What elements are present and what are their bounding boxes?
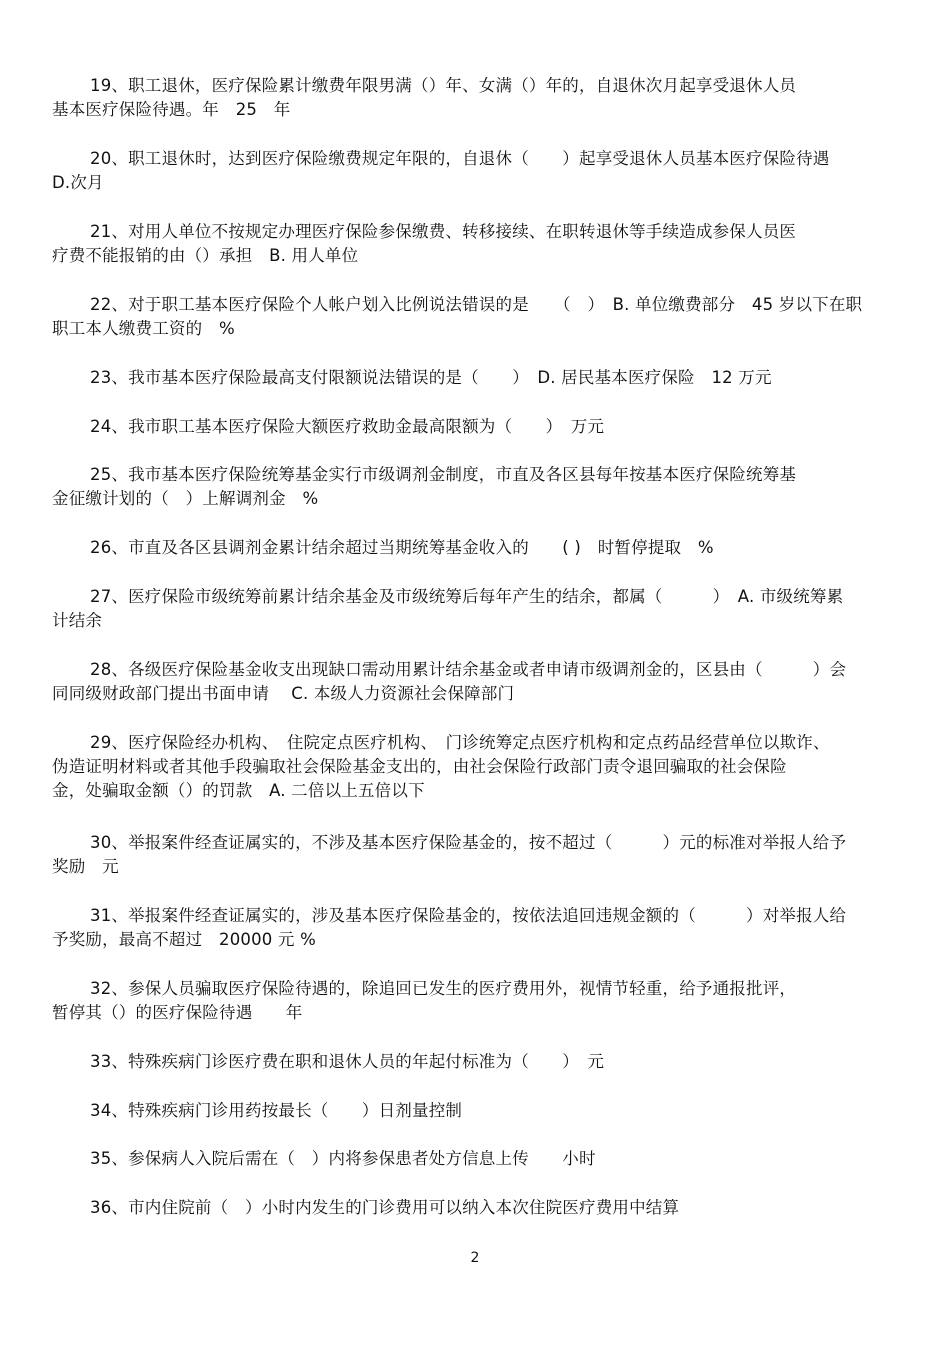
- question-item: [52, 977, 902, 1025]
- question-line: 33、特殊疾病门诊医疗费在职和退休人员的年起付标准为（ ） 元: [90, 1052, 605, 1071]
- question-item: [52, 1099, 902, 1123]
- question-item: [52, 658, 902, 706]
- question-item: [52, 147, 902, 195]
- question-line: 职工本人缴费工资的 %: [52, 319, 235, 338]
- question-line: 奖励 元: [52, 857, 119, 876]
- question-line: 22、对于职工基本医疗保险个人帐户划入比例说法错误的是 （ ） B. 单位缴费部分 45 岁以下在职: [90, 295, 863, 314]
- question-line: D.次月: [52, 173, 104, 192]
- question-line: 计结余: [52, 611, 103, 630]
- question-item: [52, 904, 902, 952]
- question-line: 35、参保病人入院后需在（ ）内将参保患者处方信息上传 小时: [90, 1149, 596, 1168]
- question-item: [52, 731, 902, 803]
- question-item: [52, 463, 902, 511]
- question-item: [52, 293, 902, 341]
- question-line: 29、医疗保险经办机构、 住院定点医疗机构、 门诊统筹定点医疗机构和定点药品经营单位以欺诈、: [90, 733, 830, 752]
- question-item: [52, 831, 902, 879]
- question-line: 20、职工退休时，达到医疗保险缴费规定年限的，自退休（ ）起享受退休人员基本医疗保险待遇: [90, 149, 830, 168]
- question-line: 26、市直及各区县调剂金累计结余超过当期统筹基金收入的 ( ) 时暂停提取 %: [90, 538, 714, 557]
- question-line: 疗费不能报销的由（）承担 B. 用人单位: [52, 246, 359, 265]
- question-line: 28、各级医疗保险基金收支出现缺口需动用累计结余基金或者申请市级调剂金的，区县由（ ）会: [90, 660, 847, 679]
- question-line: 19、职工退休，医疗保险累计缴费年限男满（）年、女满（）年的，自退休次月起享受退休人员: [90, 76, 797, 95]
- question-line: 25、我市基本医疗保险统筹基金实行市级调剂金制度，市直及各区县每年按基本医疗保险统筹基: [90, 465, 797, 484]
- question-line: 金，处骗取金额（）的罚款 A. 二倍以上五倍以下: [52, 781, 425, 800]
- question-item: [52, 74, 902, 122]
- question-line: 36、市内住院前（ ）小时内发生的门诊费用可以纳入本次住院医疗费用中结算: [90, 1198, 680, 1217]
- question-item: [52, 1050, 902, 1074]
- question-item: [52, 415, 902, 439]
- question-line: 30、举报案件经查证属实的，不涉及基本医疗保险基金的，按不超过（ ）元的标准对举报人给予: [90, 833, 847, 852]
- question-line: 24、我市职工基本医疗保险大额医疗救助金最高限额为（ ） 万元: [90, 417, 605, 436]
- question-item: [52, 536, 902, 560]
- question-line: 同同级财政部门提出书面申请 C. 本级人力资源社会保障部门: [52, 684, 515, 703]
- question-line: 31、举报案件经查证属实的，涉及基本医疗保险基金的，按依法追回违规金额的（ ）对举报人给: [90, 906, 847, 925]
- question-line: 基本医疗保险待遇。年 25 年: [52, 100, 291, 119]
- question-line: 21、对用人单位不按规定办理医疗保险参保缴费、转移接续、在职转退休等手续造成参保人员医: [90, 222, 797, 241]
- question-line: 予奖励，最高不超过 20000 元 %: [52, 930, 316, 949]
- question-item: [52, 366, 902, 390]
- question-line: 暂停其（）的医疗保险待遇 年: [52, 1003, 303, 1022]
- question-line: 32、参保人员骗取医疗保险待遇的，除追回已发生的医疗费用外，视情节轻重，给予通报批评，: [90, 979, 797, 998]
- question-item: [52, 220, 902, 268]
- question-line: 23、我市基本医疗保险最高支付限额说法错误的是（ ） D. 居民基本医疗保险 12 万元: [90, 368, 772, 387]
- question-line: 金征缴计划的（ ）上解调剂金 %: [52, 489, 319, 508]
- question-line: 34、特殊疾病门诊用药按最长（ ）日剂量控制: [90, 1101, 463, 1120]
- question-line: 伪造证明材料或者其他手段骗取社会保险基金支出的，由社会保险行政部门责令退回骗取的社会保险: [52, 757, 787, 776]
- question-line: 27、医疗保险市级统筹前累计结余基金及市级统筹后每年产生的结余，都属（ ） A. 市级统筹累: [90, 587, 844, 606]
- question-item: [52, 585, 902, 633]
- page-number: 2: [470, 1250, 480, 1266]
- question-item: [52, 1196, 902, 1220]
- question-item: [52, 1147, 902, 1171]
